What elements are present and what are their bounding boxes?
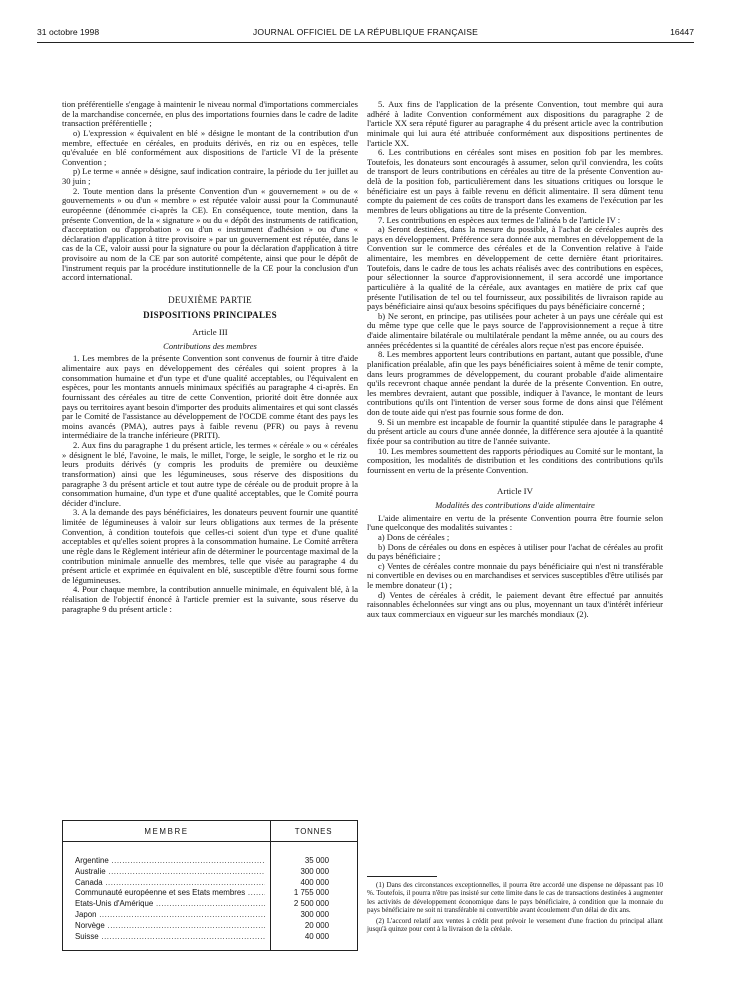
paragraph: tion préférentielle s'engage à maintenir le niveau normal d'importations commerciales de la marchandise concernée, en plus des importations fournies dans le cadre de ladite transaction préférentielle ; <box>62 99 358 129</box>
paragraph: 10. Les membres soumettent des rapports périodiques au Comité sur le montant, la composition, les modalités de distribution et les conditions des contributions qu'ils fournissent en vertu de la présente Convention. <box>367 445 663 475</box>
footnote-rule <box>367 876 437 877</box>
paragraph: b) Dons de céréales ou dons en espèces à utiliser pour l'achat de céréales au profit du pays bénéficiaire ; <box>367 541 663 562</box>
paragraph: d) Ventes de céréales à crédit, le paiement devant être effectué par annuités raisonnables échelonnées sur vingt ans ou plus, moyennant un taux d'intérêt inférieur aux taux commerciaux en vigueur sur les marchés mondiaux (2). <box>367 589 663 619</box>
journal-title: JOURNAL OFFICIEL DE LA RÉPUBLIQUE FRANÇAISE <box>252 27 479 37</box>
table-header <box>63 821 357 842</box>
table-row <box>63 932 357 943</box>
header-rule <box>37 42 694 43</box>
member-name: Canada ..... <box>75 878 265 887</box>
paragraph: 3. A la demande des pays bénéficiaires, les donateurs peuvent fournir une quantité limitée de légumineuses à valoir sur leurs obligations aux termes de la présente Convention, à condition toutefois que celles-ci soient d'un type et d'une qualité acceptables et qu'elles soient propres à la consommation humaine. Le Comité arrêtera une règle dans le Règlement intérieur afin de déterminer le pourcentage maximal de la contribution minimale annuelle des membres, telle que visée au paragraphe 4 du présent article et exprimée en équivalent en blé, susceptible d'être fourni sous forme de légumineuses. <box>62 507 358 585</box>
table-row <box>63 888 357 899</box>
paragraph: 5. Aux fins de l'application de la présente Convention, tout membre qui aura adhéré à ladite Convention conformément aux dispositions du paragraphe 2 de l'article XX sera réputé figurer au paragraphe 4 du présent article avec la contribution minimale qui lui aura été attribuée conformément aux dispositions pertinentes de l'article XX. <box>367 99 663 148</box>
column-header-tonnes: TONNES <box>294 827 333 836</box>
tonnes-value: 1 755 000 <box>293 888 329 898</box>
paragraph: 1. Les membres de la présente Convention sont convenus de fournir à titre d'aide alimentaire aux pays en développement des céréales qui soient propres à la consommation humaine et d'un type et d'une qualité acceptables, ou l'équivalent en espèces, pour les montants annuels minimaux spécifiés au paragraphe 4 ci-après. En fournissant des céréales au titre de cette Convention, priorité doit être donnée aux pays ou territoires ayant besoin d'importer des produits alimentaires et qui sont classés par le Comité de l'assistance au développement de l'OCDE comme étant des pays les moins avancés (PMA), autres pays à faible revenu (PFR) ou pays à revenu intermédiaire de la tranche inférieure (PRITI). <box>62 353 358 441</box>
footnote: (2) L'accord relatif aux ventes à crédit peut prévoir le versement d'une fraction du principal allant jusqu'à quinze pour cent à la livraison de la céréale. <box>367 917 663 934</box>
tonnes-value: 40 000 <box>304 931 329 941</box>
paragraph: 4. Pour chaque membre, la contribution annuelle minimale, en équivalent blé, à la réalisation de l'objectif énoncé à l'article premier est la suivante, sous réserve du paragraphe 9 du présent article : <box>62 584 358 614</box>
table-row <box>63 921 357 932</box>
article-title: Article III <box>192 327 228 338</box>
paragraph: p) Le terme « année » désigne, sauf indication contraire, la période du 1er juillet au 30 juin ; <box>62 166 358 186</box>
member-name: Argentine ..... <box>75 856 265 865</box>
tonnes-value: 20 000 <box>304 920 329 930</box>
column-header-member: MEMBRE <box>144 827 189 836</box>
tonnes-value: 35 000 <box>304 856 329 865</box>
part-title: DEUXIÈME PARTIE <box>168 294 252 305</box>
paragraph: 6. Les contributions en céréales sont mises en position fob par les membres. Toutefois, les donateurs sont encouragés à assumer, selon qu'il conviendra, les coûts de transport de leurs contributions en céréales au titre de la présente Convention au-delà de la position fob, particulièrement dans les situations critiques ou lorsque le bénéficiaire est un pays à faible revenu en déficit alimentaire. Il sera dûment tenu compte du paiement de ces coûts de transport dans les examens de l'exécution par les membres de leurs obligations au titre de la présente Convention. <box>367 147 663 215</box>
member-name: Australie ..... <box>75 867 265 876</box>
right-column <box>367 100 663 620</box>
table-row <box>63 867 357 878</box>
page-number: 16447 <box>670 27 694 37</box>
paragraph: a) Seront destinées, dans la mesure du possible, à l'achat de céréales auprès des pays en développement. Préférence sera donnée aux membres en développement de la Convention sur le commerce des céréales et de la Convention relative à l'aide alimentaire, les membres en développement de cette dernière étant prioritaires. Toutefois, dans le cadre de tous les achats réalisés avec des contributions en espèces, pour sélectionner la source d'approvisionnement, il sera accordé une importance particulière à la qualité de la céréale, aux avantages en matière de prix caf que présente l'utilisation de tel ou tel fournisseur, aux possibilités de livraison rapide au pays bénéficiaire ainsi qu'aux besoins spécifiques du pays bénéficiaire concerné ; <box>367 224 663 312</box>
member-name: Japon ..... <box>75 910 265 919</box>
table-row <box>63 878 357 889</box>
paragraph: L'aide alimentaire en vertu de la présente Convention pourra être fournie selon l'une quelconque des modalités suivantes : <box>367 512 663 533</box>
left-column <box>62 100 358 614</box>
contributions-table <box>62 820 358 951</box>
paragraph: 9. Si un membre est incapable de fournir la quantité stipulée dans le paragraphe 4 du présent article au cours d'une année donnée, la différence sera ajoutée à la quantité fixée pour sa contribution au titre de l'année suivante. <box>367 416 663 446</box>
table-row <box>63 856 357 867</box>
article-subtitle: Contributions des membres <box>163 340 257 351</box>
issue-date: 31 octobre 1998 <box>37 27 100 37</box>
paragraph: 8. Les membres apportent leurs contributions en partant, autant que possible, d'une planification préalable, afin que les pays bénéficiaires soient à même de tenir compte, dans leurs programmes de développement, du courant probable d'aide alimentaire qu'ils recevront chaque année pendant la durée de la présente Convention. En outre, les membres devraient, autant que possible, indiquer à l'avance, le montant de leurs contributions qu'ils ont l'intention de verser sous forme de dons ainsi que l'élément don de toute aide qui n'est pas fournie sous forme de don. <box>367 349 663 417</box>
member-name: Communauté européenne et ses Etats membres ..... <box>75 888 265 897</box>
part-subtitle: DISPOSITIONS PRINCIPALES <box>143 309 277 320</box>
member-name: Suisse ..... <box>75 932 265 941</box>
page-header <box>37 27 694 41</box>
footnote: (1) Dans des circonstances exceptionnelles, il pourra être accordé une dispense ne dépassant pas 10 %. Toutefois, il pourra n'être pas insisté sur cette limite dans le cas de transactions destinées à augmenter les activités de développement économique dans le pays bénéficiaire, à condition que la monnaie du pays bénéficiaire ne soit ni transférable ni convertible avant écoulement d'un délai de dix ans. <box>367 881 663 914</box>
paragraph: 7. Les contributions en espèces aux termes de l'alinéa b de l'article IV : <box>378 214 621 225</box>
tonnes-value: 2 500 000 <box>293 899 329 909</box>
article-title: Article IV <box>497 486 533 497</box>
paragraph: a) Dons de céréales ; <box>378 531 450 542</box>
member-name: Etats-Unis d'Amérique ..... <box>75 899 265 908</box>
tonnes-value: 300 000 <box>300 909 329 919</box>
footnotes <box>367 881 663 937</box>
table-row <box>63 899 357 910</box>
article-subtitle: Modalités des contributions d'aide alimentaire <box>435 500 595 510</box>
table-body <box>63 856 357 942</box>
tonnes-value: 300 000 <box>300 866 329 876</box>
paragraph: 2. Toute mention dans la présente Convention d'un « gouvernement » ou de « gouvernements » ou d'un « membre » est réputée valoir aussi pour la Communauté européenne (dénommée ci-après la CE). En conséquence, toute mention, dans la présente Convention, de la « signature » ou du « dépôt des instruments de ratification, d'acceptation ou d'approbation » ou d'un « instrument d'adhésion » ou d'une « déclaration d'application à titre provisoire » par un gouvernement est réputée, dans le cas de la CE, valoir aussi pour la signature ou pour la déclaration d'application à titre provisoire au nom de la CE par son autorité compétente, ainsi que pour le dépôt de l'instrument requis par la procédure institutionnelle de la CE pour la conclusion d'un accord international. <box>62 185 358 283</box>
paragraph: 2. Aux fins du paragraphe 1 du présent article, les termes « céréale » ou « céréales » désignent le blé, l'avoine, le maïs, le millet, l'orge, le seigle, le sorgho et le riz ou leurs produits dérivés (y compris les produits de première ou deuxième transformation) ainsi que les légumineuses, sous réserve des dispositions du paragraphe 3 du présent article et tout autre type de céréale ou de produit propre à la consommation humaine, d'un type et d'une qualité acceptables, que le Comité pourra décider d'inclure. <box>62 440 358 508</box>
table-row <box>63 910 357 921</box>
paragraph: b) Ne seront, en principe, pas utilisées pour acheter à un pays une céréale qui est du même type que celle que le pays source de l'approvisionnement a reçue à titre d'aide alimentaire bilatérale ou multilatérale pendant la même année, ou au cours des années précédentes si la quantité de céréales alors reçue n'est pas encore épuisée. <box>367 310 663 350</box>
tonnes-value: 400 000 <box>300 877 329 887</box>
paragraph: o) L'expression « équivalent en blé » désigne le montant de la contribution d'un membre, effectuée en céréales, en produits dérivés, en riz ou en espèces, telle qu'évaluée en blé conformément aux dispositions de l'article VI de la présente Convention ; <box>62 127 358 167</box>
paragraph: c) Ventes de céréales contre monnaie du pays bénéficiaire qui n'est ni transférable ni convertible en devises ou en marchandises et services susceptibles d'être utilisés par le membre donateur (1) ; <box>367 560 663 590</box>
member-name: Norvège ..... <box>75 921 265 930</box>
